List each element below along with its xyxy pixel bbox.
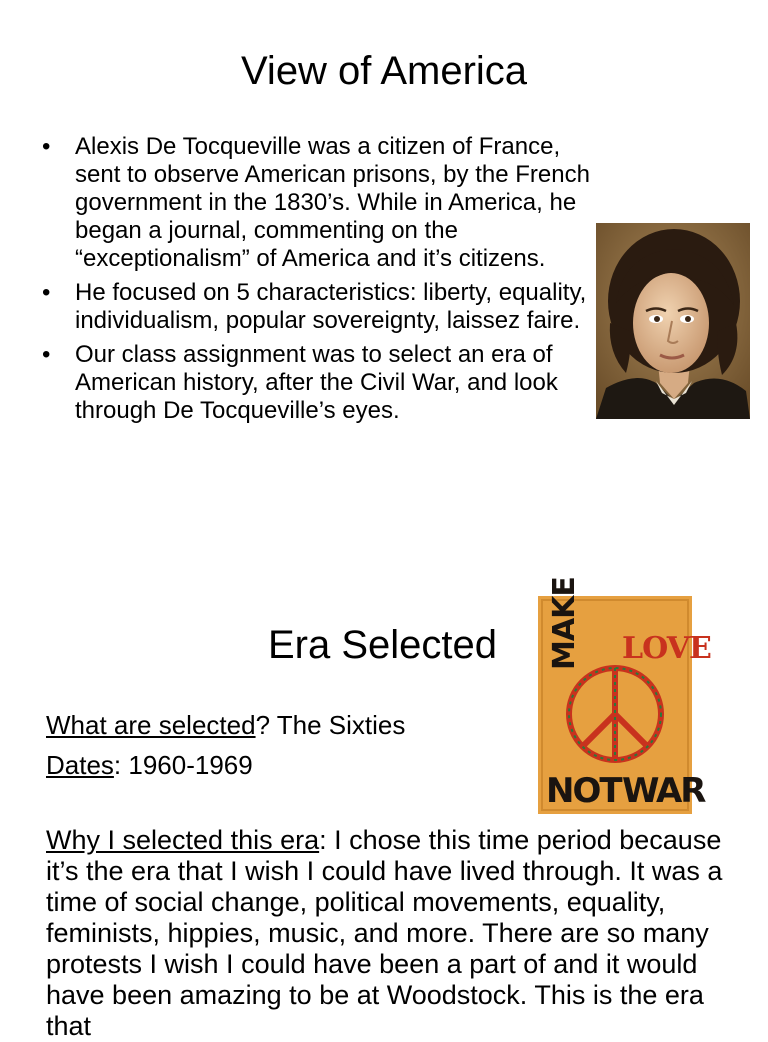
dates-label: Dates: [46, 750, 114, 780]
poster-word-love: LOVE: [622, 631, 711, 666]
bullet-list: [42, 133, 597, 431]
poster-word-make: MAKE: [547, 577, 582, 670]
dates-value: : 1960-1969: [113, 750, 253, 780]
bullet-item: [42, 341, 597, 425]
bullet-item: [42, 133, 597, 273]
dates-line: [46, 750, 253, 780]
era-question-value: ? The Sixties: [255, 710, 406, 740]
era-question-label: What are selected: [46, 710, 256, 740]
why-selected-label: Why I selected this era: [46, 825, 320, 855]
slide-view-of-america: [0, 0, 768, 520]
slide-title: Era Selected: [268, 623, 498, 667]
slide-title: View of America: [240, 49, 528, 93]
portrait-illustration: [596, 223, 750, 419]
bullet-glyph: •: [42, 133, 51, 160]
tocqueville-portrait-image: [596, 223, 750, 419]
era-question-line: [46, 710, 405, 740]
why-selected-paragraph: [46, 825, 736, 1042]
poster-illustration: [538, 577, 711, 814]
bullet-glyph: •: [42, 279, 51, 306]
why-selected-text: : I chose this time period because it’s the era that I wish I could have lived through. It was a time of social change, political movements, equality, feminists, hippies, music, and more. There are so many protests I wish I could have been a part of and it would have been amazing to be at Woodstock. This is the era that: [46, 825, 723, 1041]
bullet-item: [42, 279, 597, 335]
bullet-text: He focused on 5 characteristics: liberty, equality, individualism, popular sovereignty, laissez faire.: [75, 279, 587, 334]
bullet-text: Alexis De Tocqueville was a citizen of France, sent to observe American prisons, by the French government in the 1830’s. While in America, he began a journal, commenting on the “exceptionalism” of America and it’s citizens.: [75, 133, 590, 272]
bullet-glyph: •: [42, 341, 51, 368]
slide-era-selected: [0, 560, 768, 1041]
make-love-not-war-poster-image: [538, 577, 711, 814]
poster-word-not: NOT: [546, 771, 621, 811]
bullet-text: Our class assignment was to select an era of American history, after the Civil War, and look through De Tocqueville’s eyes.: [75, 341, 558, 424]
poster-word-war: WAR: [622, 771, 705, 811]
